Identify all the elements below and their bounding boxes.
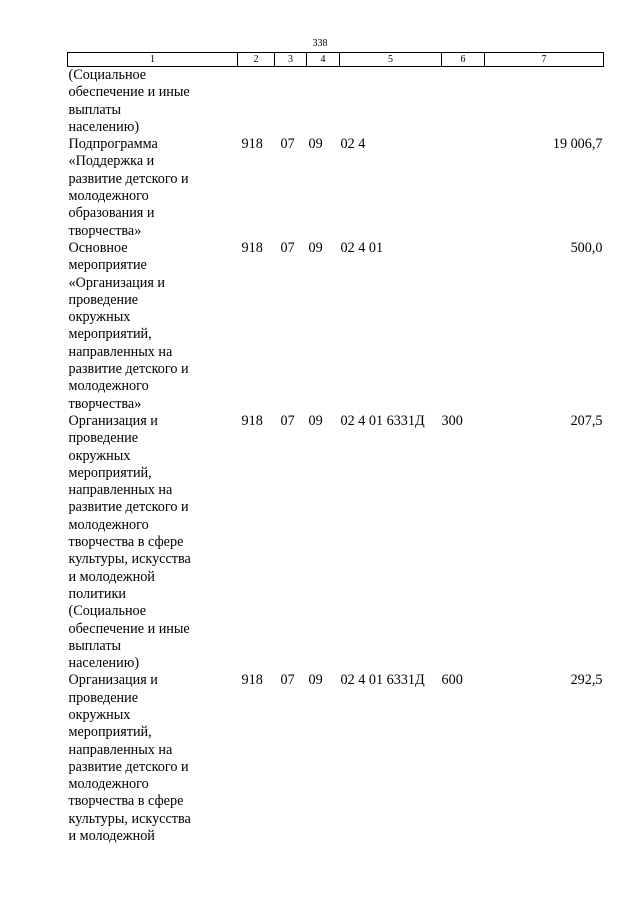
cell-csr	[340, 67, 442, 137]
header-col-5: 5	[340, 53, 442, 67]
name-line: мероприятий,	[68, 464, 152, 481]
name-line: и молодежной	[68, 828, 155, 845]
cell-vr: 300	[441, 412, 463, 429]
budget-table	[67, 52, 604, 845]
name-line: развитие детского и	[68, 758, 189, 775]
header-col-3: 3	[275, 53, 307, 67]
name-line: (Социальное	[68, 603, 147, 620]
name-line: проведение	[68, 430, 139, 447]
cell-name	[68, 413, 238, 672]
cell-name	[68, 240, 238, 413]
header-col-1: 1	[68, 53, 238, 67]
header-col-7: 7	[485, 53, 604, 67]
header-col-6: 6	[442, 53, 485, 67]
cell-name	[68, 672, 238, 845]
cell-pr: 09	[308, 412, 323, 429]
header-row	[68, 53, 604, 67]
page-number: 338	[312, 38, 328, 49]
name-line: образования и	[68, 205, 155, 222]
cell-pr	[307, 67, 340, 137]
name-line: культуры, искусства	[68, 551, 191, 568]
name-line: молодежного	[68, 378, 149, 395]
name-line: мероприятие	[68, 257, 147, 274]
cell-sum: 207,5	[570, 412, 603, 429]
cell-rz	[275, 67, 307, 137]
table-header	[68, 53, 604, 67]
name-line: мероприятий,	[68, 724, 152, 741]
header-col-2: 2	[238, 53, 275, 67]
name-line: проведение	[68, 689, 139, 706]
name-line: «Организация и	[68, 274, 165, 291]
name-line: населению)	[68, 655, 140, 672]
cell-vr: 600	[441, 672, 463, 689]
cell-gr: 918	[241, 239, 263, 256]
name-line: направленных на	[68, 343, 173, 360]
cell-csr: 02 4 01 6331Д	[340, 412, 425, 429]
header-col-4: 4	[307, 53, 340, 67]
name-line: выплаты	[68, 101, 122, 118]
cell-vr	[442, 67, 485, 137]
cell-csr: 02 4 01	[340, 239, 384, 256]
name-line: направленных на	[68, 482, 173, 499]
name-line: выплаты	[68, 637, 122, 654]
table-body	[68, 67, 604, 846]
cell-sum: 500,0	[570, 239, 603, 256]
name-line: развитие детского и	[68, 170, 189, 187]
name-line: Подпрограмма	[68, 136, 158, 153]
name-line: обеспечение и иные	[68, 84, 190, 101]
name-line: Основное	[68, 239, 128, 256]
table-row	[68, 136, 604, 240]
cell-rz: 07	[280, 412, 295, 429]
table-row	[68, 240, 604, 413]
cell-csr: 02 4 01 6331Д	[340, 672, 425, 689]
name-line: окружных	[68, 447, 131, 464]
cell-pr: 09	[308, 239, 323, 256]
name-line: молодежного	[68, 776, 149, 793]
name-line: обеспечение и иные	[68, 620, 190, 637]
name-line: Организация и	[68, 412, 158, 429]
cell-csr: 02 4	[340, 136, 366, 153]
name-line: Организация и	[68, 672, 158, 689]
cell-gr: 918	[241, 672, 263, 689]
cell-sum: 19 006,7	[552, 136, 603, 153]
name-line: и молодежной	[68, 568, 155, 585]
name-line: политики	[68, 585, 126, 602]
name-line: развитие детского и	[68, 499, 189, 516]
name-line: «Поддержка и	[68, 153, 155, 170]
name-line: окружных	[68, 309, 131, 326]
name-line: (Социальное	[68, 67, 147, 83]
cell-sum	[485, 67, 604, 137]
cell-name	[68, 67, 238, 137]
name-line: развитие детского и	[68, 361, 189, 378]
cell-rz: 07	[280, 239, 295, 256]
cell-sum: 292,5	[570, 672, 603, 689]
cell-gr: 918	[241, 412, 263, 429]
table-row	[68, 413, 604, 672]
name-line: молодежного	[68, 188, 149, 205]
table-row	[68, 672, 604, 845]
cell-rz: 07	[280, 136, 295, 153]
name-line: мероприятий,	[68, 326, 152, 343]
cell-pr: 09	[308, 136, 323, 153]
name-line: творчества в сфере	[68, 793, 184, 810]
cell-name	[68, 136, 238, 240]
name-line: направленных на	[68, 741, 173, 758]
name-line: творчества»	[68, 222, 142, 239]
name-line: творчества»	[68, 395, 142, 412]
cell-gr: 918	[241, 136, 263, 153]
cell-pr: 09	[308, 672, 323, 689]
name-line: проведение	[68, 291, 139, 308]
cell-vr	[442, 136, 485, 240]
name-line: творчества в сфере	[68, 534, 184, 551]
name-line: молодежного	[68, 516, 149, 533]
table-row	[68, 67, 604, 137]
name-line: окружных	[68, 706, 131, 723]
cell-gr	[238, 67, 275, 137]
name-line: населению)	[68, 118, 140, 135]
cell-rz: 07	[280, 672, 295, 689]
cell-vr	[442, 240, 485, 413]
name-line: культуры, искусства	[68, 810, 191, 827]
